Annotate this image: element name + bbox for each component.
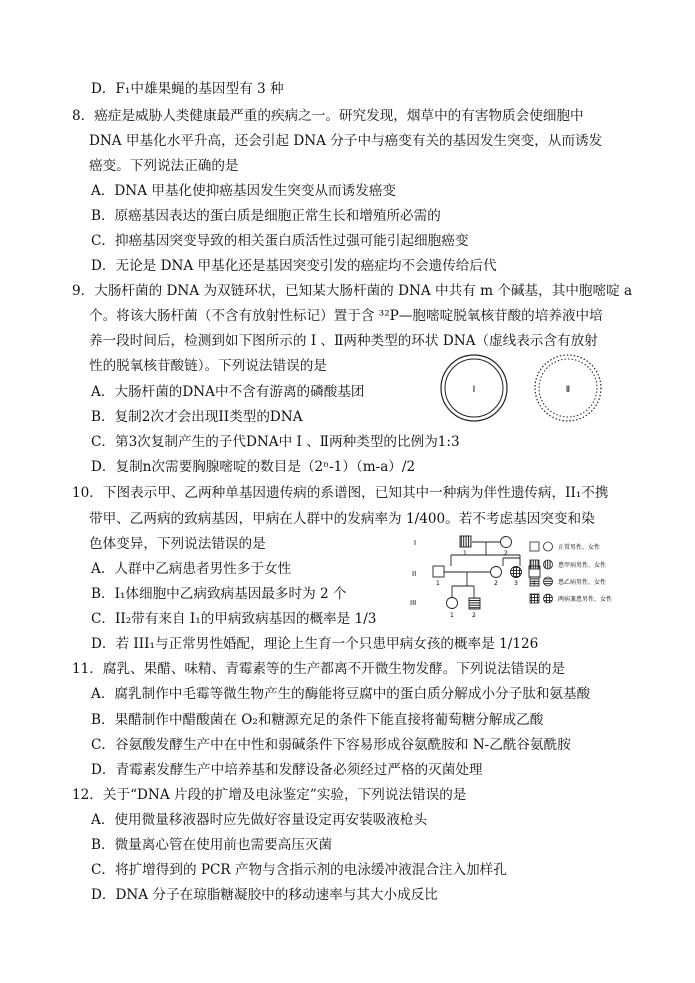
q10-option-b: B．I₁体细胞中乙病致病基因最多时为 2 个 — [91, 586, 347, 602]
pedigree-ii2-female — [491, 567, 502, 578]
pedigree-legend — [530, 542, 612, 603]
pedigree-i1-affected-male — [460, 536, 471, 547]
dna-type-2-circle — [535, 355, 601, 421]
q10-stem-line-1: 10．下图表示甲、乙两种单基因遗传病的系谱图，已知其中一种病为伴性遗传病，II₁不携 — [72, 485, 609, 501]
q12-option-c: C．将扩增得到的 PCR 产物与含指示剂的电泳缓冲液混合注入加样孔 — [91, 862, 507, 878]
legend-disease-a-label: 患甲病男性、女性 — [558, 562, 607, 569]
q8-option-a: A．DNA 甲基化使抑癌基因发生突变从而诱发癌变 — [91, 183, 397, 199]
q10-stem-line-3: 色体变异，下列说法错误的是 — [89, 536, 266, 552]
q11-option-a: A．腐乳制作中毛霉等微生物产生的酶能将豆腐中的蛋白质分解成小分子肽和氨基酸 — [91, 686, 591, 702]
q9-option-c: C．第3次复制产生的子代DNA中 Ⅰ 、Ⅱ两种类型的比例为1:3 — [91, 434, 460, 450]
q10-stem-line-2: 带甲、乙两病的致病基因，甲病在人群中的发病率为 1/400。若不考虑基因突变和染 — [89, 511, 595, 527]
q12-option-a: A．使用微量移液器时应先做好容量设定再安装吸液枪头 — [91, 812, 428, 828]
legend-normal-label: 正常男性、女性 — [558, 544, 601, 551]
q8-option-b: B．原癌基因表达的蛋白质是细胞正常生长和增殖所必需的 — [91, 208, 441, 224]
q12-stem-line-1: 12．关于“DNA 片段的扩增及电泳鉴定”实验，下列说法错误的是 — [72, 787, 467, 803]
legend-disease-b-label: 患乙病男性、女性 — [558, 579, 607, 586]
generation-label-iii: III — [410, 599, 417, 607]
q8-option-c: C．抑癌基因突变导致的相关蛋白质活性过强可能引起细胞癌变 — [91, 233, 469, 249]
legend-both-label: 两病兼患男性、女性 — [558, 596, 613, 603]
q11-option-c: C．谷氨酸发酵生产中在中性和弱碱条件下容易形成谷氨酰胺和 N-乙酰谷氨酰胺 — [91, 737, 571, 753]
pedigree-num-ii1: 1 — [436, 580, 440, 587]
q9-stem-line-2: 个。将该大肠杆菌（不含有放射性标记）置于含 ³²P—胞嘧啶脱氧核苷酸的培养液中培 — [89, 308, 603, 324]
q9-dna-figure — [440, 350, 630, 425]
q8-option-d: D．无论是 DNA 甲基化还是基因突变引发的癌症均不会遗传给后代 — [91, 258, 497, 274]
pedigree-ii1-male — [433, 566, 444, 577]
q11-stem-line-1: 11．腐乳、果醋、味精、青霉素等的生产都离不开微生物发酵。下列说法错误的是 — [72, 661, 566, 677]
pedigree-i2-female — [501, 537, 512, 548]
q10-pedigree-figure — [408, 528, 640, 620]
q9-option-a: A．大肠杆菌的DNA中不含有游离的磷酸基团 — [91, 384, 365, 400]
q9-stem-line-1: 9．大肠杆菌的 DNA 为双链环状，已知某大肠杆菌的 DNA 中共有 m 个碱基，其中胞嘧啶 a — [72, 283, 633, 299]
q11-option-d: D．青霉素发酵生产中培养基和发酵设备必须经过严格的灭菌处理 — [91, 762, 483, 778]
q11-option-b: B．果醋制作中醋酸菌在 O₂和糖源充足的条件下能直接将葡萄糖分解成乙酸 — [91, 712, 544, 728]
pedigree-ii3-female-both — [511, 567, 522, 578]
pedigree-num-i2: 2 — [504, 550, 508, 557]
q12-option-d: D．DNA 分子在琼脂糖凝胶中的移动速率与其大小成反比 — [91, 887, 438, 903]
q8-stem-line-2: DNA 甲基化水平升高，还会引起 DNA 分子中与癌变有关的基因发生突变，从而诱发 — [89, 133, 603, 149]
dna-type-2-label: Ⅱ — [565, 385, 571, 395]
q12-option-b: B．微量离心管在使用前也需要高压灭菌 — [91, 837, 333, 853]
q8-stem-line-3: 癌变。下列说法正确的是 — [89, 158, 239, 174]
q10-option-a: A．人群中乙病患者男性多于女性 — [91, 561, 292, 577]
q8-stem-line-1: 8．癌症是威胁人类健康最严重的疾病之一。研究发现，烟草中的有害物质会使细胞中 — [72, 108, 584, 124]
pedigree-num-i1: 1 — [463, 550, 467, 557]
pedigree-num-ii3: 3 — [514, 580, 518, 587]
q10-option-d: D．若 III₁与正常男性婚配，理论上生育一个只患甲病女孩的概率是 1/126 — [91, 636, 539, 652]
q7-option-d: D．F₁中雄果蝇的基因型有 3 种 — [91, 81, 284, 97]
q9-stem-line-3: 养一段时间后，检测到如下图所示的 Ⅰ 、Ⅱ两种类型的环状 DNA（虚线表示含有放射 — [89, 333, 598, 349]
dna-type-1-label: Ⅰ — [472, 385, 476, 395]
pedigree-iii2-affected-male — [469, 598, 480, 609]
pedigree-num-iii1: 1 — [450, 612, 454, 619]
q9-option-d: D．复制n次需要胸腺嘧啶的数目是（2ⁿ-1）（m-a）/2 — [91, 459, 416, 475]
q9-stem-line-4: 性的脱氧核苷酸链）。下列说法错误的是 — [89, 358, 327, 374]
generation-label-ii: II — [412, 570, 417, 578]
q10-option-c: C．II₂带有来自 I₁的甲病致病基因的概率是 1/3 — [91, 611, 377, 627]
dna-type-1-circle — [441, 355, 507, 421]
pedigree-iii1-female — [447, 598, 458, 609]
generation-label-i: I — [414, 539, 417, 547]
pedigree-num-iii2: 2 — [472, 612, 476, 619]
pedigree-num-ii2: 2 — [494, 580, 498, 587]
q9-option-b: B．复制2次才会出现II类型的DNA — [91, 409, 303, 425]
